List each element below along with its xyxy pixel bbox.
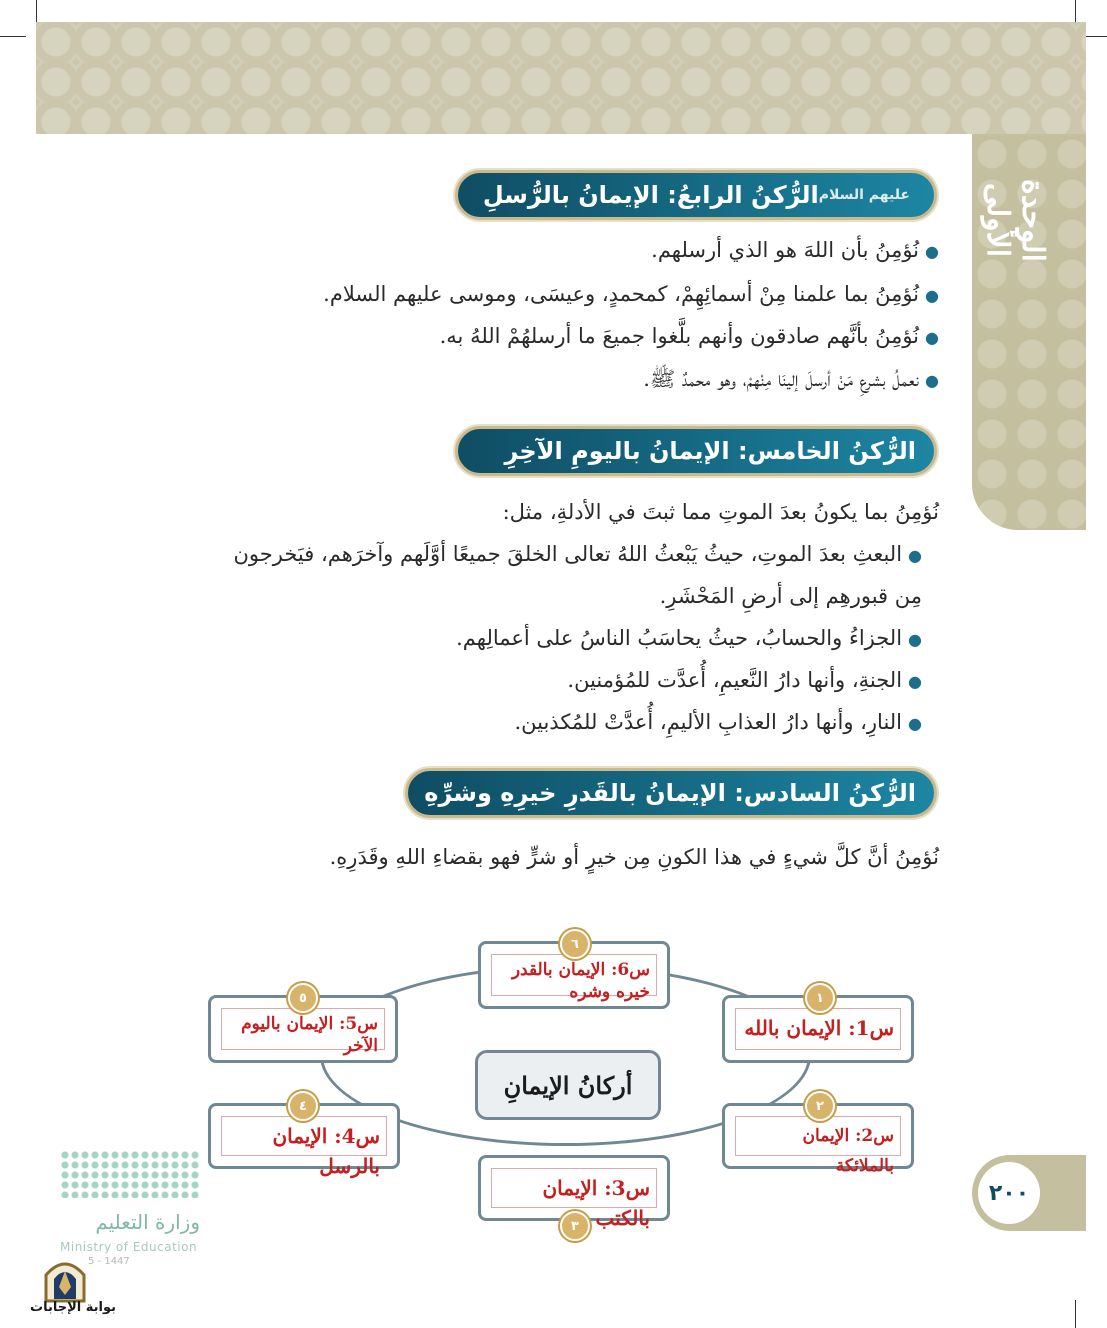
section-title: الرُّكنُ الرابعُ: الإيمانُ بالرُّسلِ xyxy=(482,181,819,209)
section-banner-fourth xyxy=(455,170,937,220)
list-item: ●نعملُ بشرعِ مَنْ أرسلَ إلينَا مِنْهمْ، وهو محمدٌ ﷺ. xyxy=(643,367,939,391)
number-badge: ٥ xyxy=(288,983,318,1013)
answer-text: س3: الإيمان بالكتب xyxy=(491,1168,657,1208)
section-banner-sixth xyxy=(405,768,937,818)
bullet-icon: ● xyxy=(925,242,939,261)
list-item: ●نُؤمِنُ بما علمنا مِنْ أسمائِهِمْ، كمحمدٍ، وعيسَى، وموسى عليهم السلام. xyxy=(323,282,939,306)
bullet-icon: ● xyxy=(925,371,939,390)
answer-text: س2: الإيمان بالملائكة xyxy=(735,1116,901,1156)
list-item-continuation: مِن قبورهِم إلى أرضِ المَحْشَرِ. xyxy=(659,584,922,608)
section-intro: نُؤمِنُ بما يكونُ بعدَ الموتِ مما ثبتَ في الأدلةِ، مثل: xyxy=(502,500,939,524)
section-title: الرُّكنُ السادس: الإيمانُ بالقَدرِ خيرِهِ وشرِّهِ xyxy=(424,779,916,807)
answer-text: س4: الإيمان بالرسل xyxy=(221,1116,387,1156)
list-item: ●الجزاءُ والحسابُ، حيثُ يحاسَبُ الناسُ على أعمالِهم. xyxy=(456,626,922,650)
diagram-center: أركانُ الإيمانِ xyxy=(475,1050,661,1120)
number-badge: ١ xyxy=(805,983,835,1013)
bullet-icon: ● xyxy=(925,328,939,347)
number-badge: ٦ xyxy=(560,929,590,959)
unit-label: الوحدة الأولى xyxy=(980,178,1050,262)
list-item: ●نُؤمِنُ بأن اللهَ هو الذي أرسلهم. xyxy=(651,238,939,262)
section-intro: نُؤمِنُ أنَّ كلَّ شيءٍ في هذا الكونِ مِن خيرٍ أو شرٍّ فهو بقضاءِ اللهِ وقَدَرِهِ. xyxy=(329,845,939,869)
crop-mark xyxy=(1075,1300,1076,1328)
pen-nib-logo-icon xyxy=(40,1255,90,1305)
list-item: ●الجنةِ، وأنها دارُ النَّعيمِ، أُعدَّت للمُؤمنين. xyxy=(567,668,922,692)
honorific: عليهم السلام xyxy=(818,187,910,203)
list-item: ●نُؤمِنُ بأنَّهم صادقون وأنهم بلَّغوا جميعَ ما أرسلهُمْ اللهُ به. xyxy=(439,324,939,348)
ministry-logo xyxy=(60,1150,200,1267)
crop-mark xyxy=(36,0,37,24)
section-title: الرُّكنُ الخامس: الإيمانُ باليومِ الآخِرِ xyxy=(504,437,916,465)
answer-text: س1: الإيمان بالله xyxy=(735,1008,901,1050)
number-badge: ٢ xyxy=(805,1091,835,1121)
list-item: ●البعثِ بعدَ الموتِ، حيثُ يَبْعثُ اللهُ تعالى الخلقَ جميعًا أوَّلَهم وآخرَهم، فيَخرجون xyxy=(233,542,922,566)
number-badge: ٣ xyxy=(560,1211,590,1241)
top-decorative-banner xyxy=(36,22,1086,134)
bullet-icon: ● xyxy=(908,630,922,649)
bullet-icon: ● xyxy=(908,672,922,691)
crop-mark xyxy=(0,36,26,37)
ministry-year: 5 - 1447 xyxy=(88,1256,130,1267)
number-badge: ٤ xyxy=(288,1091,318,1121)
page-number: ٢٠٠ xyxy=(978,1162,1040,1224)
bullet-icon: ● xyxy=(908,714,922,733)
bullet-icon: ● xyxy=(925,286,939,305)
answer-text: س5: الإيمان باليوم الآخر xyxy=(221,1008,385,1050)
watermark-text: بوابة الإجابات xyxy=(30,1300,116,1315)
ministry-english: Ministry of Education xyxy=(60,1240,198,1254)
bullet-icon: ● xyxy=(908,546,922,565)
list-item: ●النارِ، وأنها دارُ العذابِ الأليمِ، أُعدَّتْ للمُكذبين. xyxy=(514,710,922,734)
answer-text: س6: الإيمان بالقدر خيره وشره xyxy=(491,954,657,996)
pillars-diagram xyxy=(200,925,930,1234)
ministry-dots-icon xyxy=(60,1150,200,1198)
section-banner-fifth xyxy=(455,426,937,476)
crop-mark xyxy=(1075,0,1076,24)
ministry-arabic: وزارة التعليم xyxy=(95,1210,200,1234)
